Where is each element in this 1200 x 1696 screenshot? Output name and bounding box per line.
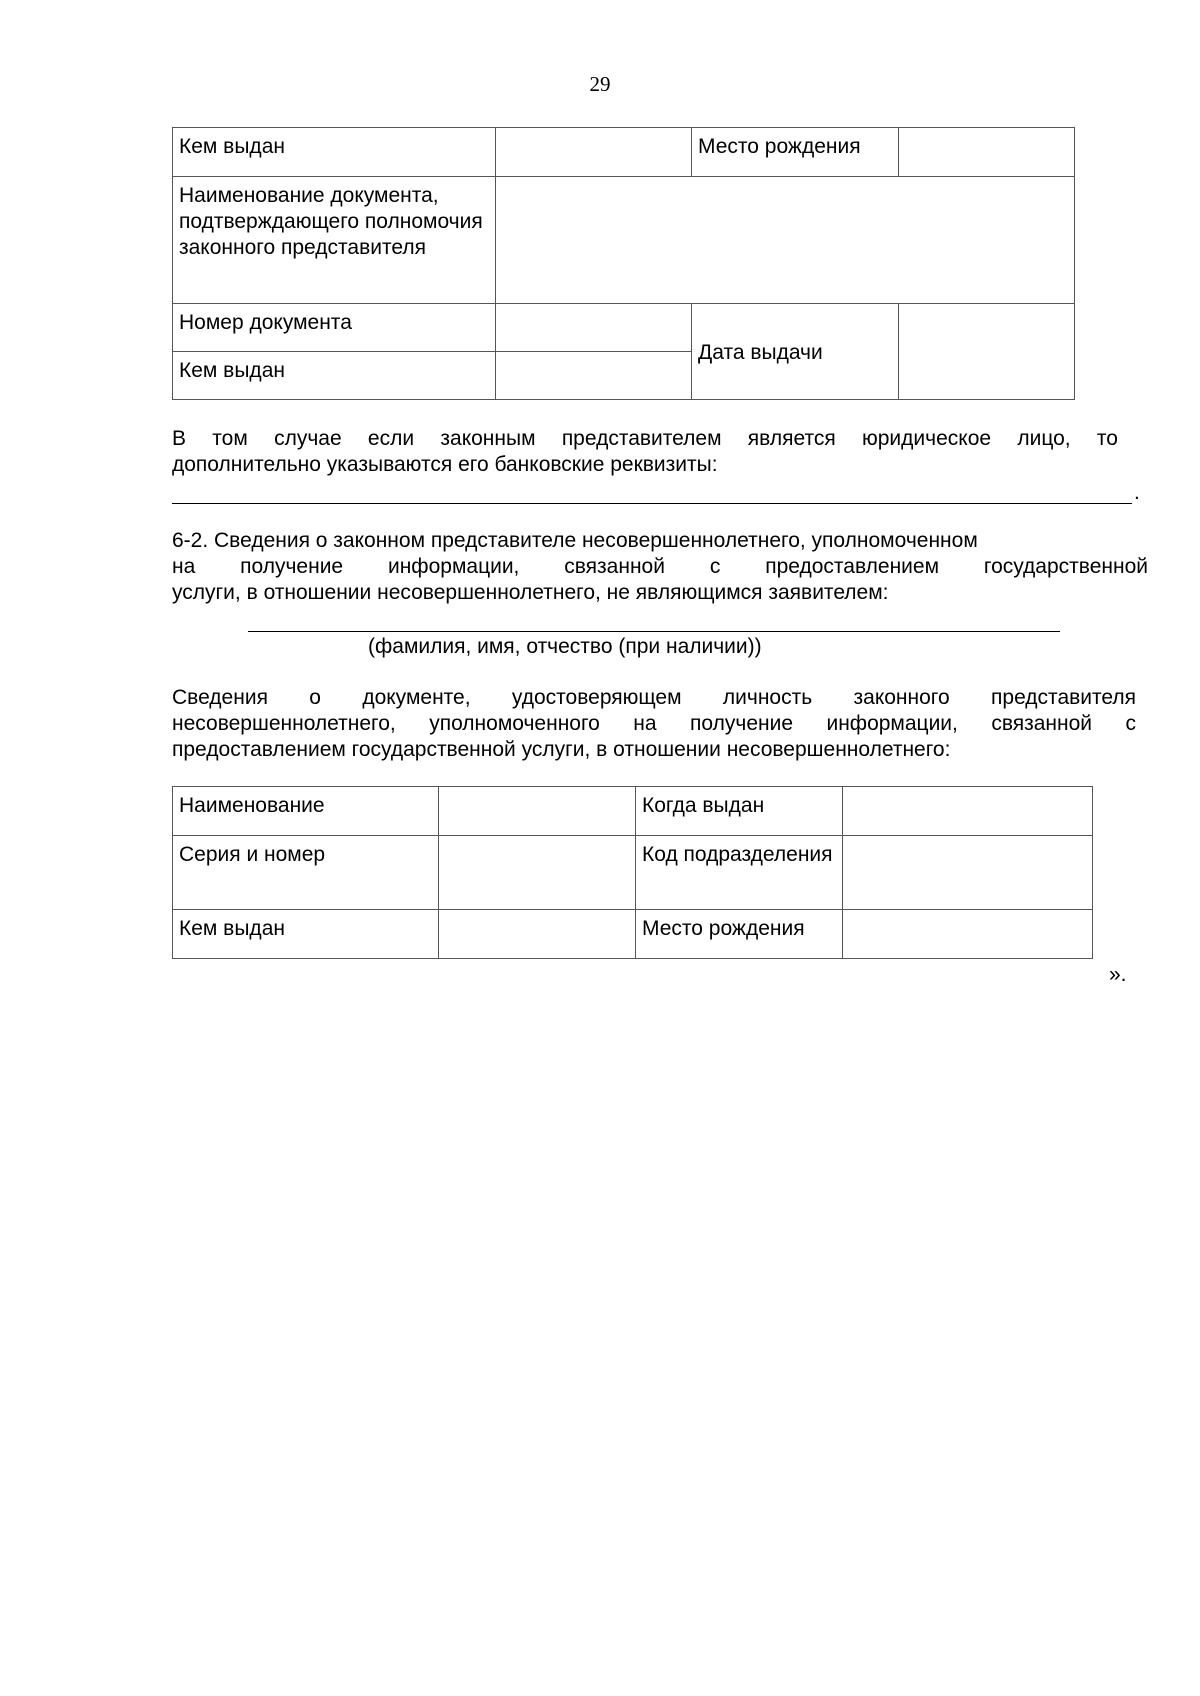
paragraph-line: Сведения о документе, удостоверяющем личность законного представителя xyxy=(172,686,1136,709)
representative-document-table xyxy=(172,127,1075,400)
paragraph-line: 6-2. Сведения о законном представителе несовершеннолетнего, уполномоченном xyxy=(172,529,978,552)
paragraph-line: на получение информации, связанной с предоставлением государственной xyxy=(172,555,1148,578)
authority-document-name-label: Наименование документа, подтверждающего полномочия законного представителя xyxy=(173,177,496,304)
closing-quote: ». xyxy=(1109,963,1127,986)
issued-by-field[interactable] xyxy=(496,128,692,177)
paragraph-line: дополнительно указываются его банковские реквизиты: xyxy=(172,453,718,476)
identity-document-table xyxy=(172,786,1093,959)
paragraph-line: несовершеннолетнего, уполномоченного на получение информации, связанной с xyxy=(172,712,1136,735)
issued-by-label: Кем выдан xyxy=(173,128,496,177)
paragraph-line: В том случае если законным представителем является юридическое лицо, то xyxy=(172,427,1118,450)
id-birthplace-field[interactable] xyxy=(843,910,1093,959)
when-issued-field[interactable] xyxy=(843,787,1093,836)
series-number-label: Серия и номер xyxy=(173,836,439,910)
section-6-2-paragraph xyxy=(172,528,1148,606)
document-issued-by-label: Кем выдан xyxy=(173,352,496,400)
id-document-paragraph xyxy=(172,685,1136,763)
birthplace-field[interactable] xyxy=(899,128,1075,177)
unit-code-label: Код подразделения xyxy=(636,836,843,910)
bank-details-blank-line[interactable] xyxy=(172,503,1132,504)
birthplace-label: Место рождения xyxy=(692,128,899,177)
when-issued-label: Когда выдан xyxy=(636,787,843,836)
authority-document-name-field[interactable] xyxy=(496,177,1075,304)
id-issued-by-label: Кем выдан xyxy=(173,910,439,959)
document-number-field[interactable] xyxy=(496,304,692,352)
issue-date-label: Дата выдачи xyxy=(692,304,899,400)
paragraph-line: услуги, в отношении несовершеннолетнего, не являющимся заявителем: xyxy=(172,581,889,604)
document-number-label: Номер документа xyxy=(173,304,496,352)
document-name-field[interactable] xyxy=(439,787,636,836)
id-issued-by-field[interactable] xyxy=(439,910,636,959)
fio-caption: (фамилия, имя, отчество (при наличии)) xyxy=(368,635,762,658)
unit-code-field[interactable] xyxy=(843,836,1093,910)
paragraph-line: предоставлением государственной услуги, в отношении несовершеннолетнего: xyxy=(172,738,951,761)
fio-blank-line[interactable] xyxy=(248,631,1060,632)
series-number-field[interactable] xyxy=(439,836,636,910)
document-issued-by-field[interactable] xyxy=(496,352,692,400)
id-birthplace-label: Место рождения xyxy=(636,910,843,959)
bank-details-trailing-dot: . xyxy=(1134,481,1140,504)
document-name-label: Наименование xyxy=(173,787,439,836)
bank-details-paragraph xyxy=(172,426,1118,478)
page-number: 29 xyxy=(589,72,611,96)
issue-date-field[interactable] xyxy=(899,304,1075,400)
